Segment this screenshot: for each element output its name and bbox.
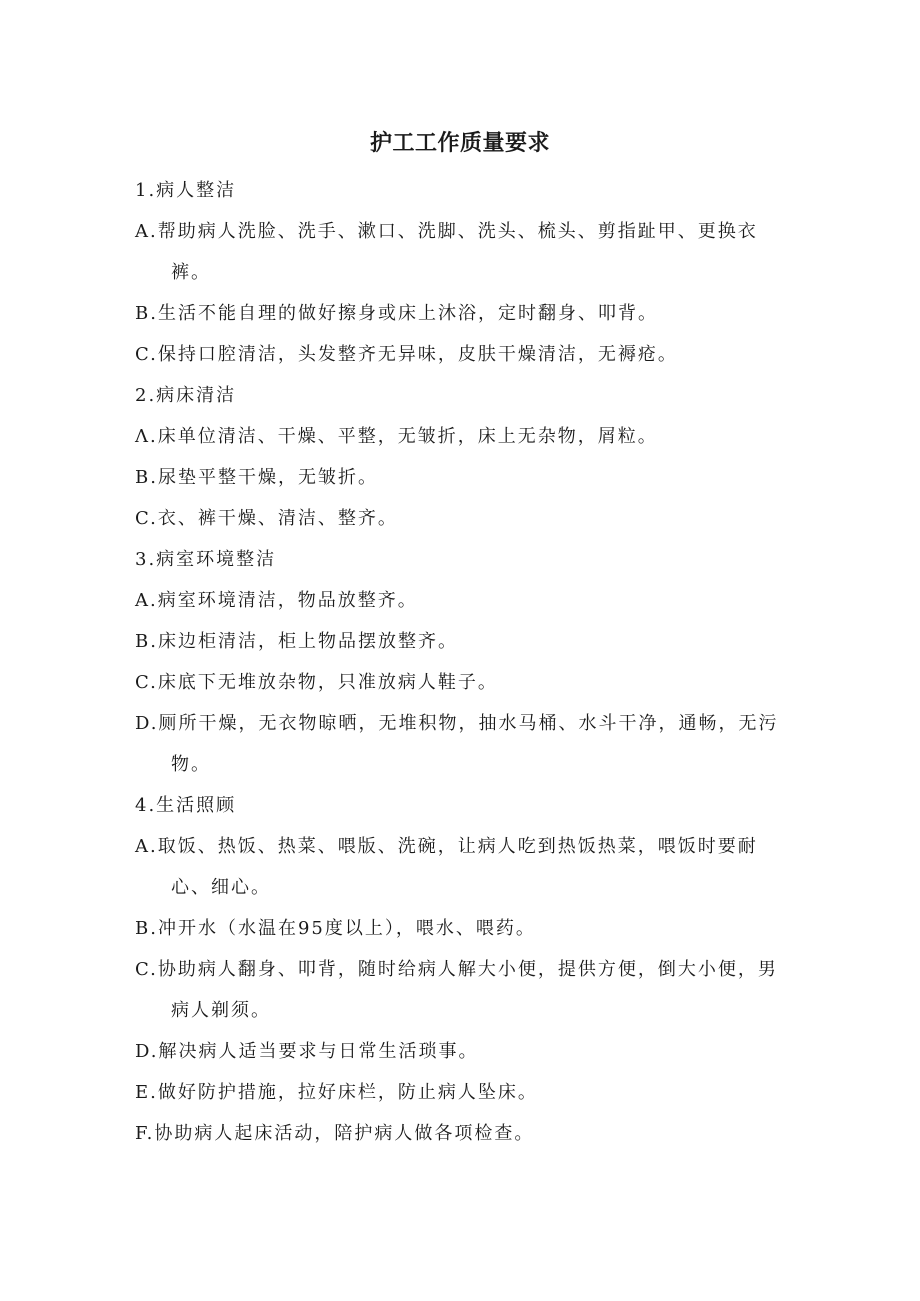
- list-item: B.床边柜清洁，柜上物品摆放整齐。: [135, 631, 458, 652]
- list-item: B.生活不能自理的做好擦身或床上沐浴，定时翻身、叩背。: [135, 303, 658, 324]
- list-item-continuation: 物。: [171, 754, 211, 775]
- list-item: C.衣、裤干燥、清洁、整齐。: [135, 508, 398, 529]
- document-body: [135, 170, 785, 1154]
- list-item-continuation: 病人剃须。: [171, 1000, 271, 1021]
- list-item: C.保持口腔清洁，头发整齐无异味，皮肤干燥清洁，无褥疮。: [135, 344, 678, 365]
- section-heading-3: 3.病室环境整洁: [135, 549, 277, 570]
- list-item-continuation: 裤。: [171, 262, 211, 283]
- list-item: C.床底下无堆放杂物，只准放病人鞋子。: [135, 672, 498, 693]
- list-item: A.帮助病人洗脸、洗手、漱口、洗脚、洗头、梳头、剪指趾甲、更换衣: [135, 221, 758, 242]
- list-item: F.协助病人起床活动，陪护病人做各项检查。: [135, 1123, 535, 1144]
- list-item: B.冲开水（水温在95度以上），喂水、喂药。: [135, 918, 536, 939]
- page-title: 护工工作质量要求: [369, 131, 550, 156]
- list-item: C.协助病人翻身、叩背，随时给病人解大小便，提供方便，倒大小便，男: [135, 959, 778, 980]
- list-item: D.厕所干燥，无衣物晾晒，无堆积物，抽水马桶、水斗干净，通畅，无污: [135, 713, 779, 734]
- list-item-continuation: 心、细心。: [171, 877, 271, 898]
- section-heading-1: 1.病人整洁: [135, 180, 237, 201]
- list-item: D.解决病人适当要求与日常生活琐事。: [135, 1041, 479, 1062]
- list-item: Λ.床单位清洁、干燥、平整，无皱折，床上无杂物，屑粒。: [135, 426, 658, 447]
- list-item: E.做好防护措施，拉好床栏，防止病人坠床。: [135, 1082, 538, 1103]
- section-heading-4: 4.生活照顾: [135, 795, 237, 816]
- list-item: B.尿垫平整干燥，无皱折。: [135, 467, 378, 488]
- list-item: A.取饭、热饭、热菜、喂版、洗碗，让病人吃到热饭热菜，喂饭时要耐: [135, 836, 758, 857]
- section-heading-2: 2.病床清洁: [135, 385, 237, 406]
- list-item: A.病室环境清洁，物品放整齐。: [135, 590, 418, 611]
